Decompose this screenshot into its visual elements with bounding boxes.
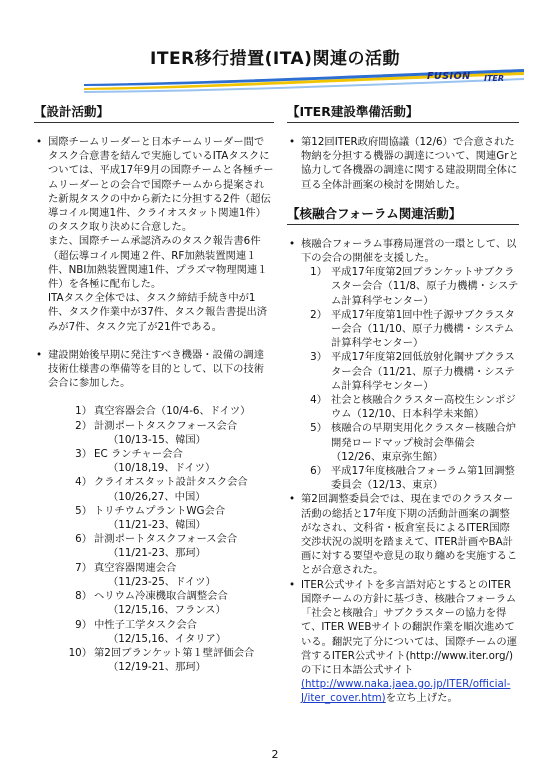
list-item: 1） 平成17年度第2回ブランケットサブクラスター会合（11/8、原子力機構・システム計算科学センター） bbox=[310, 266, 519, 307]
list-item: 5） 核融合の早期実用化クラスター核融合炉開発ロードマップ検討会準備会（12/26、東京弥生館） bbox=[310, 422, 517, 463]
fusion-logo-text: FUSION bbox=[427, 71, 471, 82]
fusion-iter-banner bbox=[84, 66, 524, 94]
left-column bbox=[34, 104, 274, 674]
construction-bullet-1: • 第12回ITER政府間協議（12/6）で合意された物納を分担する機器の調達について、関連Grと協力して各機器の調達に関する建設期間全体に亘る全体計画案の検討を開始した。 bbox=[287, 135, 519, 192]
fusion-forum-heading: 【核融合フォーラム関連活動】 bbox=[287, 206, 519, 225]
iter-logo-text: ITER bbox=[484, 74, 505, 83]
list-item: 2） 計測ポートタスクフォース会合 （10/13-15、韓国） bbox=[75, 419, 238, 446]
meeting-list bbox=[34, 404, 274, 674]
design-paragraph-1: また、国際チーム承認済みのタスク報告書6件（超伝導コイル関連２件、RF加熱装置関連１件、NBI加熱装置関連1件、プラズマ物理関連１件）を各極に配布した。 bbox=[48, 235, 268, 291]
list-item: 7） 真空容器関連会合 （11/23-25、ドイツ） bbox=[75, 561, 216, 588]
design-bullet-1: • 国際チームリーダーと日本チームリーダー間でタスク合意書を結んで実施しているITAタスクについては、平成17年9月の国際チームと各極チームリーダーとの会合で国際チームから提案された新規タスクの中から新たに分担する2件（超伝導コイル関連1件、クライオスタット関連1件）のタスク取り決めに合意した。 bbox=[34, 135, 274, 234]
forum-bullet-2: • 第2回調整委員会では、現在までのクラスター活動の総括と17年度下期の活動計画案の調整がなされ、文科省・板倉室長によるITER国際交渉状況の説明を踏まえて、ITER計画やBA計画に対する要望や意見の取り纏めを実施することが合意された。 bbox=[287, 492, 519, 577]
list-item: 6） 計測ポートタスクフォース会合 （11/21-23、那珂） bbox=[75, 533, 238, 560]
list-item: 5） トリチウムプラントWG会合 （11/21-23、韓国） bbox=[75, 504, 226, 532]
list-item: 9） 中性子工学タスク会合 （12/15,16、イタリア） bbox=[75, 618, 227, 645]
design-paragraph-2: ITAタスク全体では、タスク締結手続き中が1件、タスク作業中が37件、タスク報告書提出済みが7件、タスク完了が21件である。 bbox=[48, 292, 268, 333]
list-item: 4） 社会と核融合クラスター高校生シンポジウム（12/10、日本科学未来館） bbox=[310, 394, 516, 421]
forum-meeting-list bbox=[287, 265, 519, 492]
page-title: ITER移行措置(ITA)関連の活動 bbox=[150, 49, 400, 69]
list-item: 1） 真空容器会合（10/4-6、ドイツ） bbox=[75, 405, 251, 418]
official-site-link[interactable]: (http://www.naka.jaea.go.jp/ITER/official-J/iter_cover.htm) bbox=[301, 678, 511, 705]
forum-bullet-3: • ITER公式サイトを多言語対応とするとのITER国際チームの方針に基づき、核融合フォーラム「社会と核融合」サブクラスターの協力を得て、ITER WEBサイトの翻訳作業を順次進めている。翻訳完了分については、国際チームの運営するITER公式サイト(http://www.iter.org/)の下に日本語公式サイト(http://www.naka.jaea.go.jp/ITER/official-J/iter_cover.htm)を立ち上げた。 bbox=[287, 578, 519, 706]
list-item: 8） ヘリウム冷凍機取合調整会合 （12/15,16、フランス） bbox=[75, 590, 228, 617]
list-item: 4） クライオスタット設計タスク会合 （10/26,27、中国） bbox=[75, 476, 248, 503]
list-item: 3） EC ランチャー会合 （10/18,19、ドイツ） bbox=[75, 448, 216, 475]
page-number: 2 bbox=[271, 748, 279, 761]
right-column bbox=[287, 104, 519, 706]
list-item: 3） 平成17年度第2回低放射化鋼サブクラスター会合（11/21、原子力機構・システム計算科学センター） bbox=[310, 351, 515, 392]
forum-bullet-1: • 核融合フォーラム事務局運営の一環として、以下の会合の開催を支援した。 bbox=[287, 237, 519, 265]
list-item: 6） 平成17年度核融合フォーラム第1回調整委員会（12/13、東京） bbox=[310, 465, 515, 492]
design-activities-heading: 【設計活動】 bbox=[34, 104, 274, 123]
list-item: 10） 第2回ブランケット第１壁評価会合 （12/19-21、那珂） bbox=[68, 646, 255, 674]
list-item: 2） 平成17年度第1回中性子源サブクラスター会合（11/10、原子力機構・システム計算科学センター） bbox=[310, 308, 515, 350]
design-bullet-2: • 建設開始後早期に発注すべき機器・設備の調達技術仕様書の準備等を目的として、以下の技術会合に参加した。 bbox=[34, 348, 274, 391]
construction-prep-heading: 【ITER建設準備活動】 bbox=[287, 104, 519, 123]
